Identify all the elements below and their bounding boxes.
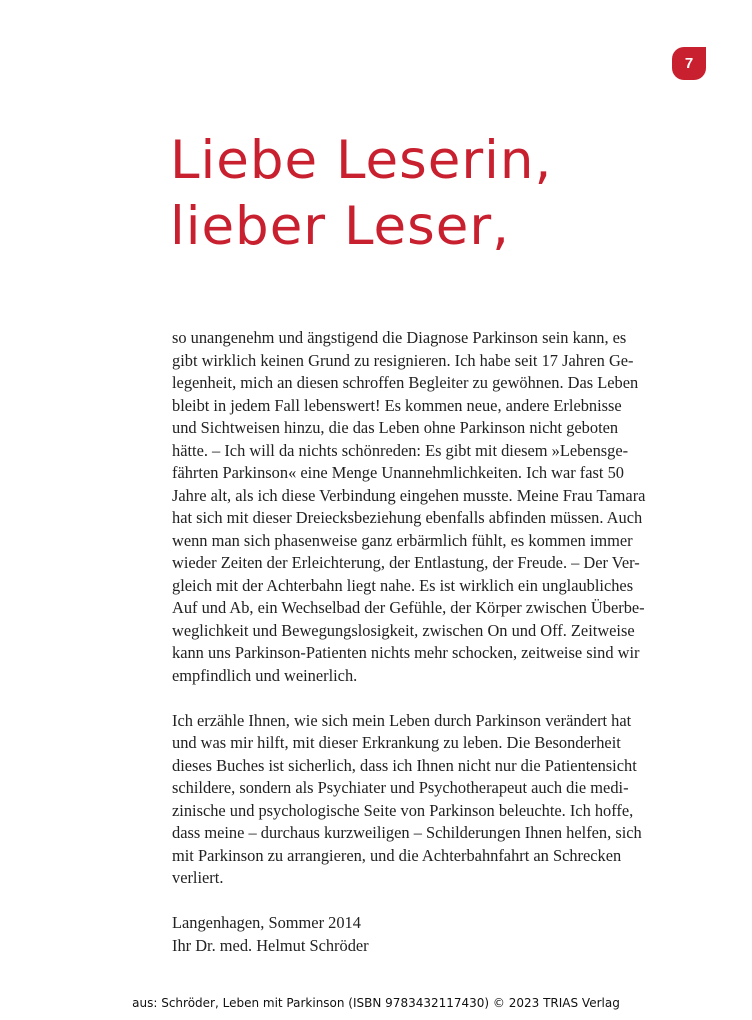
text-line: weglichkeit und Bewegungslosigkeit, zwischen On und Off. Zeitweise [172,620,635,640]
letter-body [172,327,645,957]
text-line: gibt wirklich keinen Grund zu resignieren. Ich habe seit 17 Jahren Ge- [172,350,634,370]
text-line: hätte. – Ich will da nichts schönreden: Es gibt mit diesem »Lebensge- [172,440,629,460]
text-line: schildere, sondern als Psychiater und Psychotherapeut auch die medi- [172,778,629,797]
title-line: lieber Leser, [170,196,511,257]
signature [172,912,645,957]
text-line: Jahre alt, als ich diese Verbindung eingehen musste. Meine Frau Tamara [172,485,646,505]
title-line: Liebe Leserin, [170,130,553,191]
text-line: und was mir hilft, mit dieser Erkrankung zu leben. Die Besonderheit [172,733,621,752]
paragraph-2 [172,710,645,890]
text-line: wieder Zeiten der Erleichterung, der Entlastung, der Freude. – Der Ver- [172,553,640,572]
text-line: Ich erzähle Ihnen, wie sich mein Leben durch Parkinson verändert hat [172,710,632,730]
text-line: gleich mit der Achterbahn liegt nahe. Es ist wirklich ein unglaubliches [172,575,634,595]
text-line: verliert. [172,868,224,887]
text-line: zinische und psychologische Seite von Parkinson beleuchte. Ich hoffe, [172,800,634,820]
page-title [170,128,552,260]
text-line: bleibt in jedem Fall lebenswert! Es kommen neue, andere Erlebnisse [172,395,622,415]
text-line: und Sichtweisen hinzu, die das Leben ohne Parkinson nicht geboten [172,418,619,437]
text-line: hat sich mit dieser Dreiecksbeziehung ebenfalls abfinden müssen. Auch [172,508,643,527]
text-line: legenheit, mich an diesen schroffen Begleiter zu gewöhnen. Das Leben [172,373,639,392]
copyright-footer: aus: Schröder, Leben mit Parkinson (ISBN 9783432117430) © 2023 TRIAS Verlag [132,996,620,1010]
page-number: 7 [684,55,694,72]
text-line: fährten Parkinson« eine Menge Unannehmlichkeiten. Ich war fast 50 [172,463,624,482]
text-line: Ihr Dr. med. Helmut Schröder [172,935,369,955]
text-line: Auf und Ab, ein Wechselbad der Gefühle, der Körper zwischen Überbe- [172,598,645,617]
text-line: dieses Buches ist sicherlich, dass ich Ihnen nicht nur die Patientensicht [172,755,637,775]
paragraph-1 [172,327,645,687]
text-line: mit Parkinson zu arrangieren, und die Achterbahnfahrt an Schrecken [172,845,622,865]
text-line: Langenhagen, Sommer 2014 [172,913,361,932]
text-line: wenn man sich phasenweise ganz erbärmlich fühlt, es kommen immer [172,530,633,550]
text-line: empfindlich und weinerlich. [172,665,358,685]
page-number-badge [672,47,706,80]
text-line: so unangenehm und ängstigend die Diagnose Parkinson sein kann, es [172,328,627,347]
text-line: kann uns Parkinson-Patienten nichts mehr schocken, zeitweise sind wir [172,643,640,662]
text-line: dass meine – durchaus kurzweiligen – Schilderungen Ihnen helfen, sich [172,823,642,842]
